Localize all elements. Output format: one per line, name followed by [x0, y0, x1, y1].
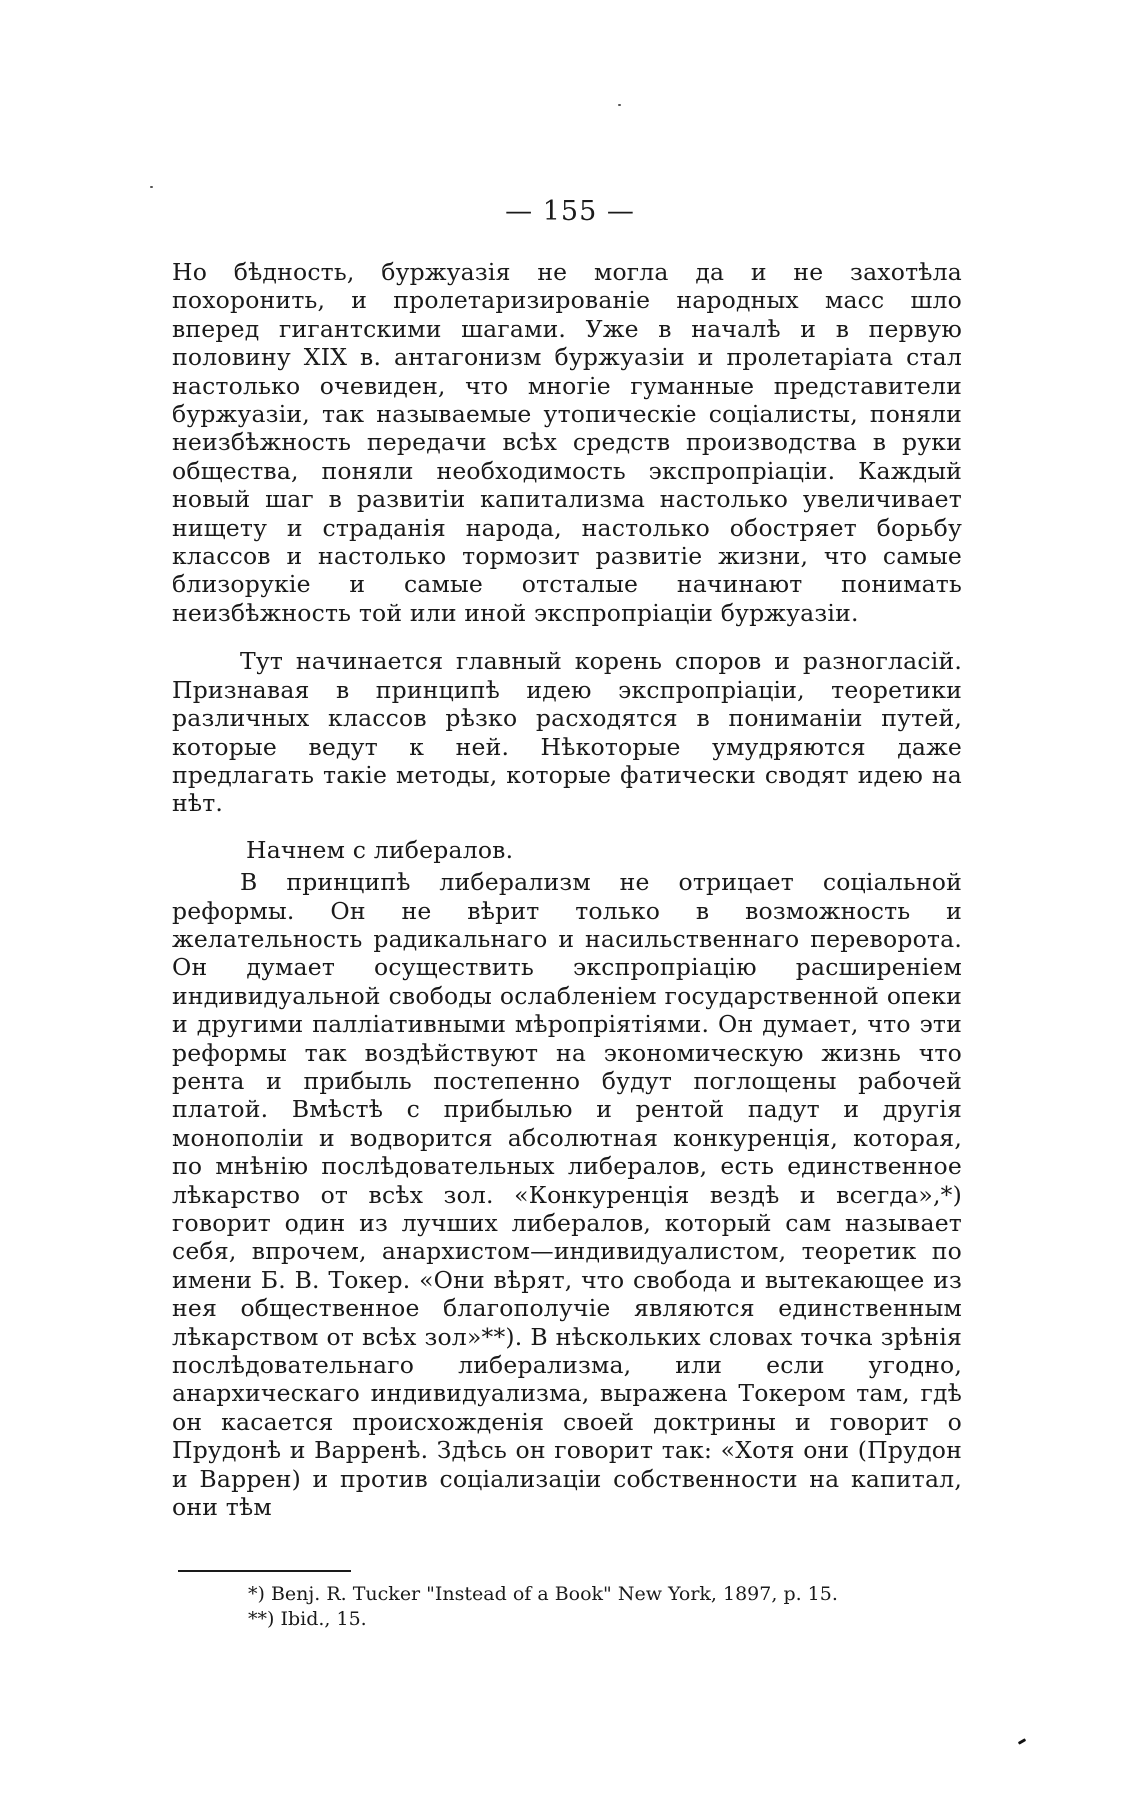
- paragraph-2: Тут начинается главный корень споров и разногласій. Признавая в принципѣ идею экспропріаціи, теоретики различных классов рѣзко расходятся в пониманіи путей, которые ведут к ней. Нѣкоторые умудряются даже предлагать такіе методы, которые фатически сводят идею на нѣт.: [172, 647, 962, 818]
- scan-speck: [150, 186, 153, 188]
- main-text: [172, 258, 962, 1521]
- scan-speck: [618, 104, 621, 106]
- footnote-1: *) Benj. R. Tucker "Instead of a Book" New York, 1897, p. 15.: [248, 1583, 838, 1605]
- footnote-divider: [178, 1570, 351, 1572]
- scan-speck: [1018, 1738, 1026, 1745]
- footnotes: [248, 1582, 978, 1632]
- page-number: — 155 —: [505, 196, 635, 227]
- footnote-2: **) Ibid., 15.: [248, 1608, 367, 1630]
- paragraph-1: Но бѣдность, буржуазія не могла да и не захотѣла похоронить, и пролетаризированіе народных масс шло вперед гигантскими шагами. Уже в началѣ и в первую половину XIX в. антагонизм буржуазіи и пролетаріата стал настолько очевиден, что многіе гуманные представители буржуазіи, так называемые утопическіе соціалисты, поняли неизбѣжность передачи всѣх средств производства в руки общества, поняли необходимость экспропріаціи. Каждый новый шаг в развитіи капитализма настолько увеличивает нищету и страданія народа, настолько обостряет борьбу классов и настолько тормозит развитіе жизни, что самые близорукіе и самые отсталые начинают понимать неизбѣжность той или иной экспропріаціи буржуазіи.: [172, 258, 962, 627]
- paragraph-3: Начнем с либералов.: [246, 835, 514, 864]
- paragraph-4: В принципѣ либерализм не отрицает соціальной реформы. Он не вѣрит только в возможность и желательность радикальнаго и насильственнаго переворота. Он думает осуществить экспропріацію расширеніем индивидуальной свободы ослабленіем государственной опеки и другими палліативными мѣропріятіями. Он думает, что эти реформы так воздѣйствуют на экономическую жизнь что рента и прибыль постепенно будут поглощены рабочей платой. Вмѣстѣ с прибылью и рентой падут и другія монополіи и водворится абсолютная конкуренція, которая, по мнѣнію послѣдовательных либералов, есть единственное лѣкарство от всѣх зол. «Конкуренція вездѣ и всегда»,*) говорит один из лучших либералов, который сам называет себя, впрочем, анархистом—индивидуалистом, теоретик по имени Б. В. Токер. «Они вѣрят, что свобода и вытекающее из нея общественное благополучіе являются единственным лѣкарством от всѣх зол»**). В нѣскольких словах точка зрѣнія послѣдовательнаго либерализма, или если угодно, анархическаго индивидуализма, выражена Токером там, гдѣ он касается происхожденія своей доктрины и говорит о Прудонѣ и Варренѣ. Здѣсь он говорит так: «Хотя они (Прудон и Варрен) и против соціализаціи собственности на капитал, они тѣм: [172, 868, 962, 1522]
